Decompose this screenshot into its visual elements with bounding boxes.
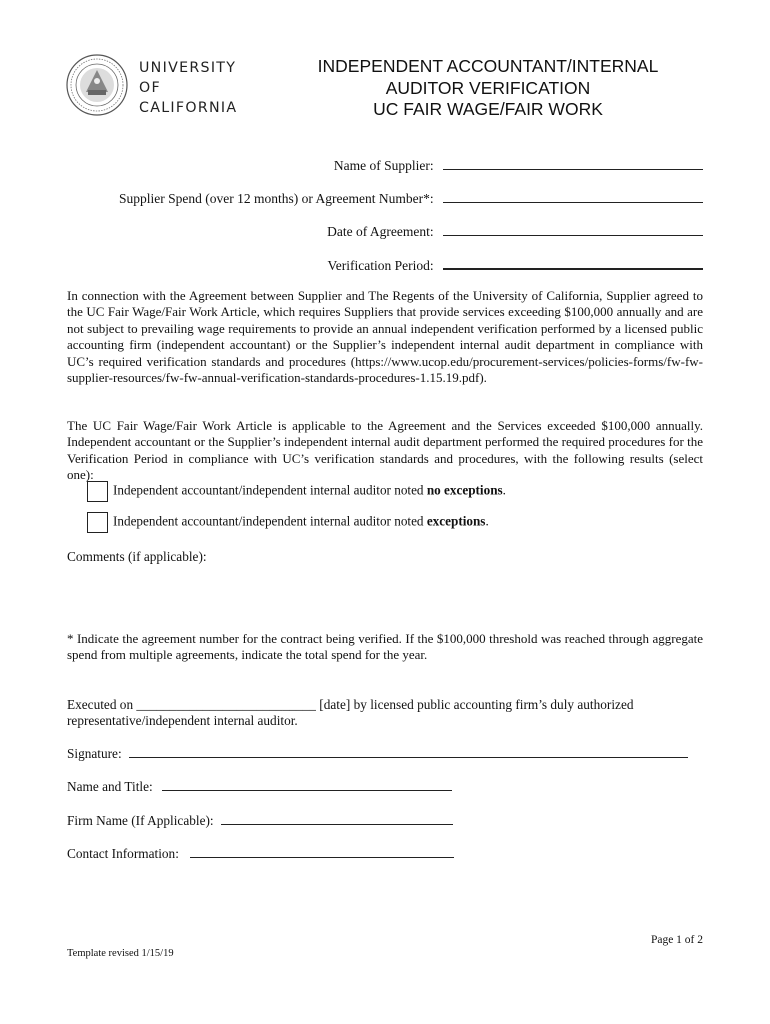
firm-name-row [67,812,453,829]
supplier-spend-label: Supplier Spend (over 12 months) or Agreement Number*: [119,191,434,206]
option-period: . [502,482,506,498]
name-title-row [67,778,452,795]
option-bold-text: exceptions [426,513,486,529]
exceptions-checkbox[interactable] [87,512,108,533]
title-line: AUDITOR VERIFICATION [385,77,591,98]
option-no-exceptions[interactable] [87,481,506,502]
template-revised: Template revised 1/15/19 [67,948,174,959]
name-title-field[interactable] [162,778,452,791]
firm-name-label: Firm Name (If Applicable): [67,813,214,828]
applicability-paragraph: The UC Fair Wage/Fair Work Article is applicable to the Agreement and the Services exceeded $100,000 annually. Independent accountant or the Supplier’s independent internal audit department performed the required procedures for the Verification Period in compliance with UC’s verification standards and procedures, with the following results (select one): [67,418,703,483]
option-period: . [485,513,489,529]
executed-suffix: [date] by licensed public accounting firm’s duly authorized [319,697,634,712]
page-number: Page 1 of 2 [650,934,703,946]
contact-row [67,845,454,862]
uc-seal-logo [66,54,128,116]
executed-line-2: representative/independent internal auditor. [67,713,298,728]
intro-paragraph: In connection with the Agreement between Supplier and The Regents of the University of California, Supplier agreed to the UC Fair Wage/Fair Work Article, which requires Suppliers that provide services exceeding $100,000 annually and are not subject to prevailing wage requirements to provide an annual independent verification performed by a licensed public accounting firm (independent accountant) or the Supplier’s independent internal audit department in compliance with UC’s required verification standards and procedures (https://www.ucop.edu/procurement-services/policies-forms/fw-fw-supplier-resources/fw-fw-annual-verification-standards-procedures-1.15.19.pdf). [67,288,703,386]
option-text: Independent accountant/independent internal auditor noted [113,482,424,498]
signature-row [67,745,688,762]
footnote: * Indicate the agreement number for the contract being verified. If the $100,000 threshold was reached through aggregate spend from multiple agreements, indicate the total spend for the year. [67,631,703,663]
verification-period-label: Verification Period: [327,258,434,273]
executed-line [67,697,634,713]
supplier-name-field[interactable] [443,157,703,170]
title-line: INDEPENDENT ACCOUNTANT/INTERNAL [317,56,659,76]
verification-period-field[interactable] [443,256,703,270]
supplier-spend-row [119,190,703,207]
logo-line: OF [139,80,161,96]
signature-field-extension[interactable] [453,745,688,758]
agreement-date-field[interactable] [443,223,703,236]
supplier-spend-field[interactable] [443,190,703,203]
name-title-label: Name and Title: [67,779,153,794]
contact-label: Contact Information: [67,846,179,861]
no-exceptions-checkbox[interactable] [87,481,108,502]
option-exceptions[interactable] [87,512,489,533]
executed-prefix: Executed on [67,697,134,712]
contact-field[interactable] [190,845,454,858]
logo-line: CALIFORNIA [139,100,238,116]
signature-label: Signature: [67,746,122,761]
supplier-name-row [334,157,703,174]
uc-wordmark [139,58,237,118]
agreement-date-label: Date of Agreement: [327,224,434,239]
supplier-name-label: Name of Supplier: [333,158,434,173]
comments-label: Comments (if applicable): [67,549,207,564]
executed-date-blank[interactable]: ___________________________ [136,697,316,712]
document-title [296,56,680,121]
agreement-date-row [327,223,703,240]
firm-name-field[interactable] [221,812,453,825]
verification-period-row [328,256,703,274]
option-bold-text: no exceptions [426,482,503,498]
signature-field[interactable] [129,745,453,758]
title-line: UC FAIR WAGE/FAIR WORK [373,99,603,119]
option-text: Independent accountant/independent internal auditor noted [113,513,424,529]
logo-line: UNIVERSITY [139,60,237,76]
